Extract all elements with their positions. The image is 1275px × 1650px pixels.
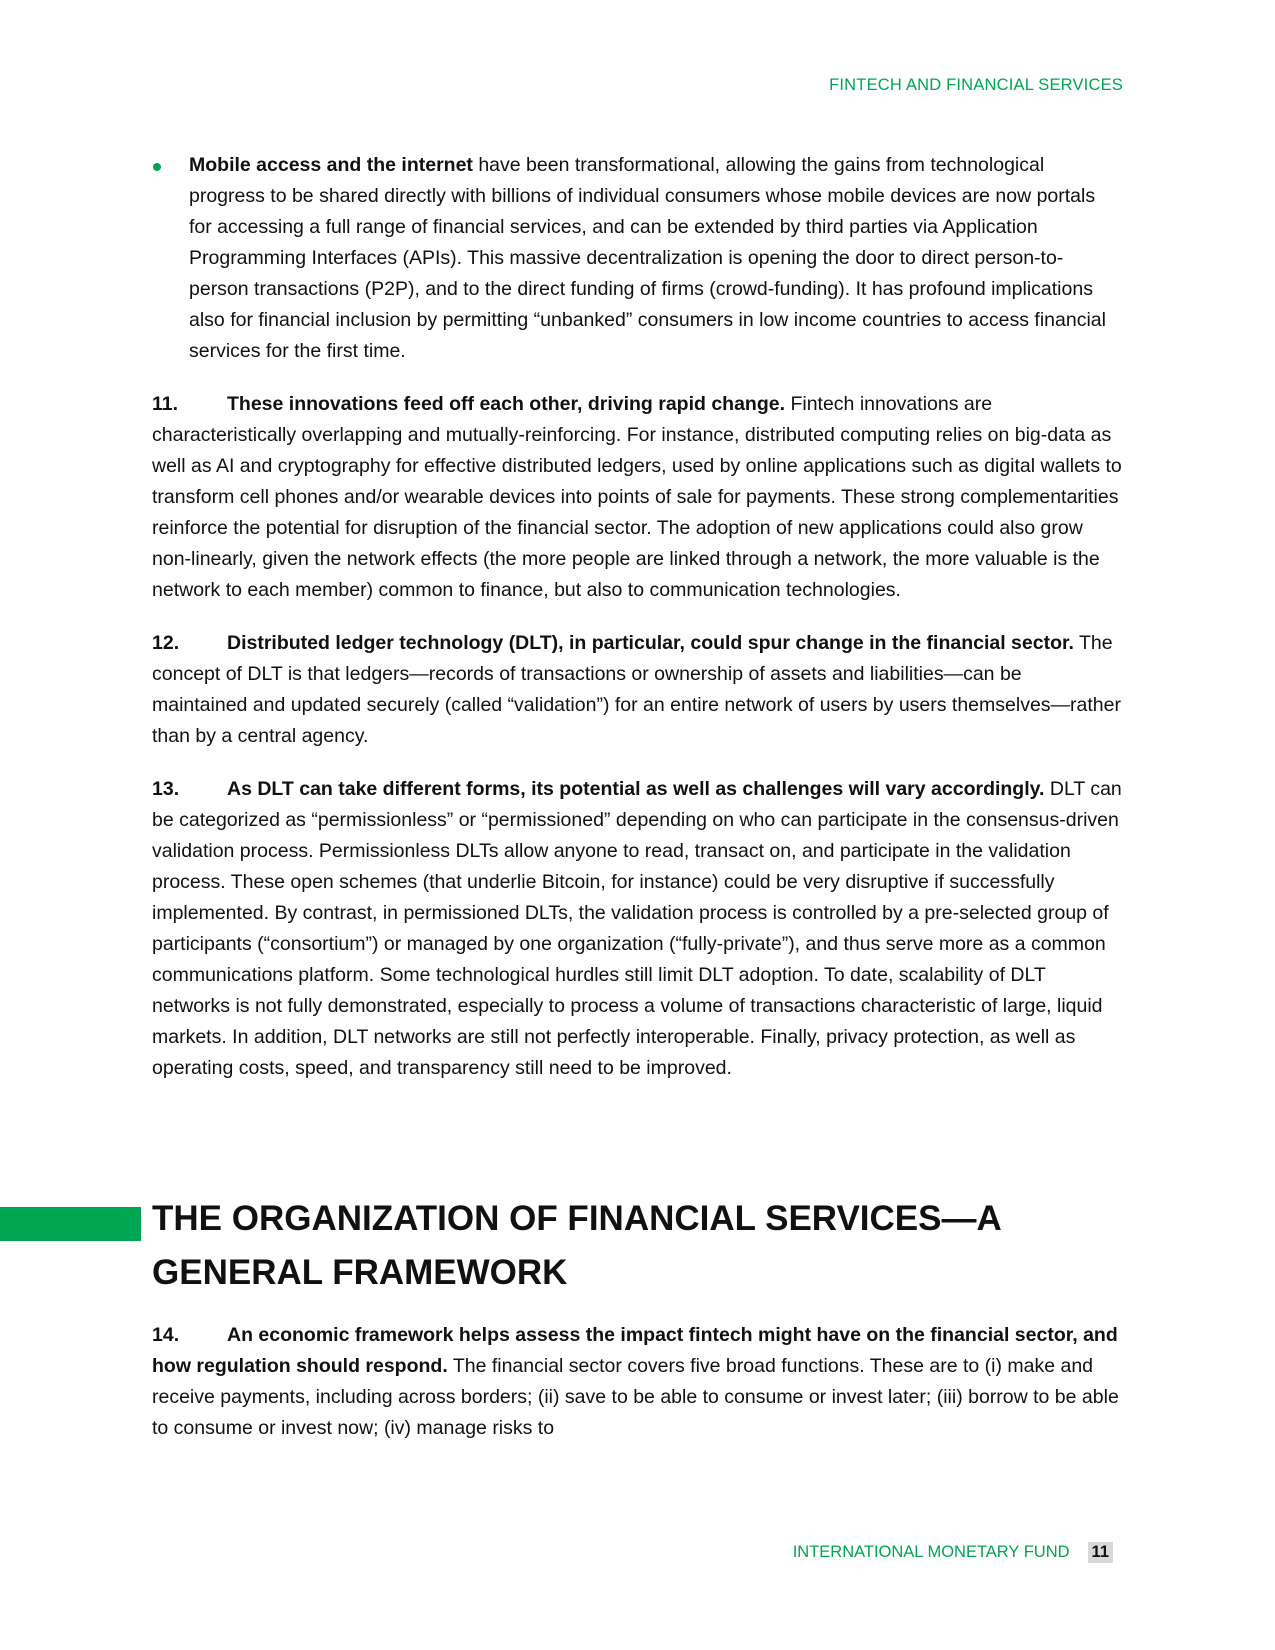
running-header: FINTECH AND FINANCIAL SERVICES [829,76,1123,94]
bullet-lead: Mobile access and the internet [189,154,473,176]
paragraph-number: 11. [152,393,179,415]
paragraph-text: The financial sector covers five broad functions. These are to (i) make and receive payments, including across borders; (ii) save to be able to consume or invest later; (iii) borrow to be able to consume or invest now; (iv) manage risks to [152,1355,1119,1439]
bullet-item [152,150,1122,367]
section-accent-bar [0,1207,141,1241]
paragraph-lead: As DLT can take different forms, its potential as well as challenges will vary accordingly. [227,778,1045,800]
body-text-continued [152,1320,1122,1466]
page-footer [793,1542,1113,1563]
paragraph-11 [152,389,1122,606]
paragraph-lead: An economic framework helps assess the impact fintech might have on the financial sector, and how regulation should respond. [152,1324,1118,1377]
bullet-dot-icon [153,163,161,171]
footer-publisher: INTERNATIONAL MONETARY FUND [792,1543,1070,1561]
bullet-text: have been transformational, allowing the gains from technological progress to be shared directly with billions of individual consumers whose mobile devices are now portals for accessing a full range of financial services, and can be extended by third parties via Application Programming Interfaces (APIs). This massive decentralization is opening the door to direct person-to-person transactions (P2P), and to the direct funding of firms (crowd-funding). It has profound implications also for financial inclusion by permitting “unbanked” consumers in low income countries to access financial services for the first time. [189,154,1106,362]
paragraph-12 [152,628,1122,752]
paragraph-text: Fintech innovations are characteristically overlapping and mutually-reinforcing. For instance, distributed computing relies on big-data as well as AI and cryptography for effective distributed ledgers, used by online applications such as digital wallets to transform cell phones and/or wearable devices into points of sale for payments. These strong complementarities reinforce the potential for disruption of the financial sector. The adoption of new applications could also grow non-linearly, given the network effects (the more people are linked through a network, the more valuable is the network to each member) common to finance, but also to communication technologies. [152,393,1122,601]
paragraph-13 [152,774,1122,1084]
body-text [152,150,1122,1106]
paragraph-text: DLT can be categorized as “permissionless” or “permissioned” depending on who can participate in the consensus-driven validation process. Permissionless DLTs allow anyone to read, transact on, and participate in the validation process. These open schemes (that underlie Bitcoin, for instance) could be very disruptive if successfully implemented. By contrast, in permissioned DLTs, the validation process is controlled by a pre-selected group of participants (“consortium”) or managed by one organization (“fully-private”), and thus serve more as a common communications platform. Some technological hurdles still limit DLT adoption. To date, scalability of DLT networks is not fully demonstrated, especially to process a volume of transactions characteristic of large, liquid markets. In addition, DLT networks are still not perfectly interoperable. Finally, privacy protection, as well as operating costs, speed, and transparency still need to be improved. [152,778,1122,1079]
page-number: 11 [1088,1542,1113,1563]
paragraph-number: 12. [152,632,180,654]
paragraph-number: 14. [152,1324,180,1346]
section-heading: THE ORGANIZATION OF FINANCIAL SERVICES—A GENERAL FRAMEWORK [152,1199,1001,1292]
paragraph-number: 13. [152,778,180,800]
paragraph-14 [152,1320,1122,1444]
paragraph-text: The concept of DLT is that ledgers—records of transactions or ownership of assets and liabilities—can be maintained and updated securely (called “validation”) for an entire network of users by users themselves—rather than by a central agency. [152,632,1121,747]
paragraph-lead: These innovations feed off each other, driving rapid change. [227,393,786,415]
paragraph-lead: Distributed ledger technology (DLT), in particular, could spur change in the financial sector. [227,632,1074,654]
